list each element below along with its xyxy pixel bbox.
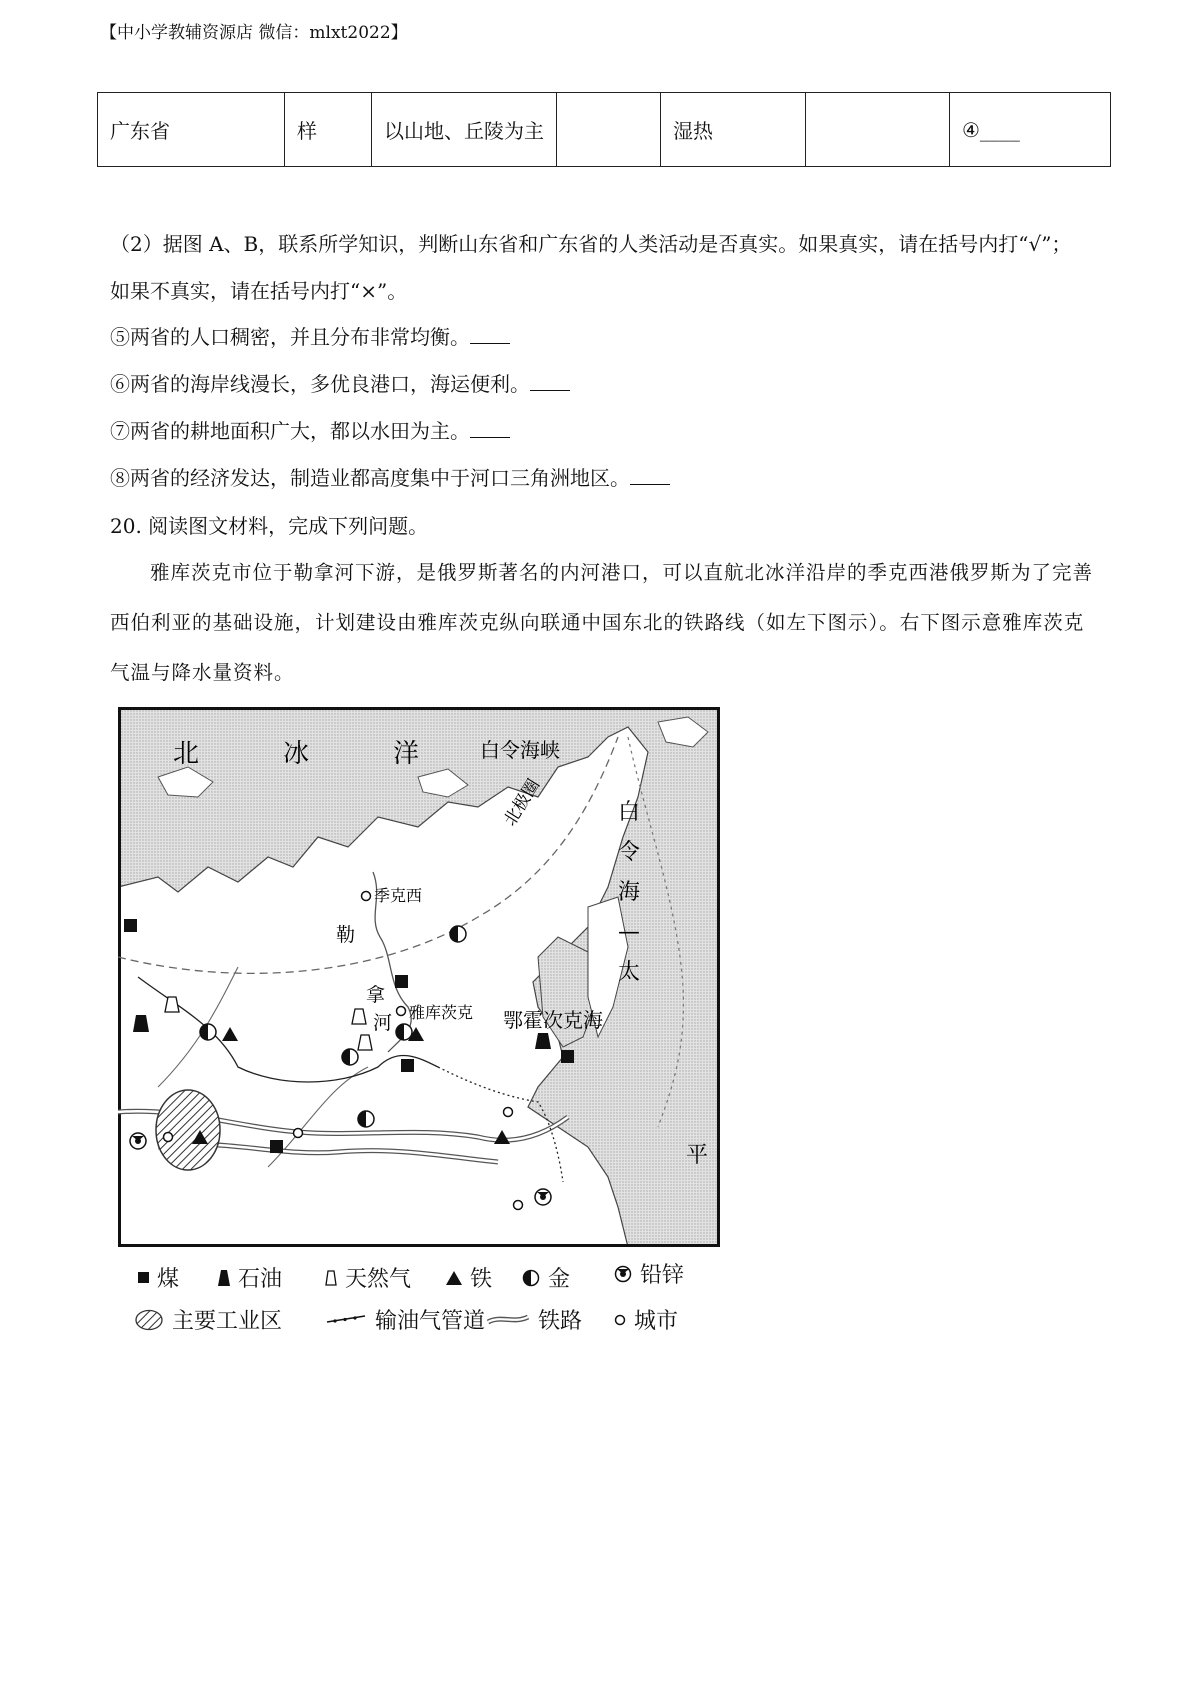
leadzinc-icon bbox=[614, 1265, 632, 1283]
answer-blank[interactable] bbox=[470, 419, 510, 438]
label-bering-sea-6: 平 bbox=[686, 1143, 709, 1168]
label-yang: 洋 bbox=[393, 739, 420, 769]
label-okhotsk-sea: 鄂霍次克海 bbox=[503, 1008, 603, 1032]
legend-city bbox=[614, 1304, 678, 1335]
statement-6 bbox=[110, 368, 570, 397]
label-le: 勒 bbox=[336, 924, 356, 946]
industrial-area-icon bbox=[134, 1309, 164, 1331]
statement-8 bbox=[110, 462, 670, 491]
cell-climate: 湿热 bbox=[661, 93, 806, 167]
header-watermark: 【中小学教辅资源店 微信：mlxt2022】 bbox=[100, 23, 408, 43]
statement-7-text: ⑦两省的耕地面积广大，都以水田为主。 bbox=[110, 419, 470, 443]
legend-gas-label: 天然气 bbox=[345, 1267, 412, 1292]
legend-coal-label: 煤 bbox=[157, 1267, 180, 1292]
gold-symbol bbox=[396, 1024, 412, 1040]
cell-6 bbox=[806, 93, 950, 167]
answer-blank[interactable] bbox=[470, 325, 510, 344]
leadzinc-symbol bbox=[535, 1189, 551, 1205]
leadzinc-symbol bbox=[130, 1133, 146, 1149]
statement-5-text: ⑤两省的人口稠密，并且分布非常均衡。 bbox=[110, 325, 470, 349]
gold-symbol bbox=[200, 1024, 216, 1040]
statement-5 bbox=[110, 321, 510, 350]
legend-iron-label: 铁 bbox=[470, 1267, 493, 1292]
siberia-map bbox=[118, 707, 720, 1247]
answer-table-row bbox=[97, 92, 1111, 167]
industrial-area bbox=[156, 1090, 220, 1170]
cell-province: 广东省 bbox=[98, 93, 285, 167]
coal-icon bbox=[138, 1272, 149, 1283]
legend-pipeline bbox=[325, 1304, 485, 1335]
q2-line1: （2）据图 A、B，联系所学知识，判断山东省和广东省的人类活动是否真实。如果真实，请在括号内打“√”； bbox=[110, 232, 1072, 256]
gas-symbol bbox=[165, 997, 179, 1012]
label-bering-sea-4: — bbox=[618, 920, 640, 945]
oil-icon bbox=[218, 1270, 230, 1286]
legend-oil bbox=[218, 1262, 282, 1293]
coal-symbol bbox=[270, 1140, 283, 1153]
legend-iron bbox=[446, 1262, 492, 1293]
legend-railway bbox=[486, 1304, 582, 1335]
gas-icon bbox=[325, 1270, 337, 1286]
legend-oil-label: 石油 bbox=[238, 1267, 283, 1292]
legend-gold-label: 金 bbox=[548, 1267, 571, 1292]
label-bei: 北 bbox=[173, 739, 200, 769]
gold-symbol bbox=[342, 1049, 358, 1065]
label-bering-sea-3: 海 bbox=[618, 880, 641, 905]
pipeline-icon bbox=[325, 1312, 367, 1328]
legend-industrial-label: 主要工业区 bbox=[172, 1309, 283, 1334]
q20-title: 20. 阅读图文材料，完成下列问题。 bbox=[110, 514, 429, 538]
statement-6-text: ⑥两省的海岸线漫长，多优良港口，海运便利。 bbox=[110, 372, 530, 396]
label-bering-strait: 白令海峡 bbox=[480, 738, 560, 762]
city bbox=[504, 1108, 513, 1117]
iron-icon bbox=[446, 1271, 462, 1285]
legend-industrial bbox=[134, 1304, 282, 1335]
gas-symbol bbox=[352, 1009, 366, 1024]
coal-symbol bbox=[395, 975, 408, 988]
city-yakutsk bbox=[397, 1007, 406, 1016]
q20-paragraph: 雅库茨克市位于勒拿河下游，是俄罗斯著名的内河港口，可以直航北冰洋沿岸的季克西港俄罗斯为了完善西伯利亚的基础设施，计划建设由雅库茨克纵向联通中国东北的铁路线（如左下图示）。右下图示意雅库茨克气温与降水量资料。 bbox=[110, 561, 1094, 684]
label-tiksi: 季克西 bbox=[374, 886, 423, 905]
legend-gold bbox=[522, 1262, 570, 1293]
city bbox=[294, 1129, 303, 1138]
coal-symbol bbox=[401, 1059, 414, 1072]
label-arctic-circle: 北极圈 bbox=[500, 775, 545, 830]
answer-blank[interactable] bbox=[530, 372, 570, 391]
city bbox=[514, 1201, 523, 1210]
q2-line2: 如果不真实，请在括号内打“×”。 bbox=[110, 279, 408, 303]
label-yakutsk: 雅库茨克 bbox=[409, 1003, 474, 1022]
label-bering-sea-1: 白 bbox=[618, 800, 641, 825]
railway-icon bbox=[486, 1312, 530, 1328]
label-bering-sea-5: 太 bbox=[618, 960, 641, 985]
coal-symbol bbox=[124, 919, 137, 932]
statement-7 bbox=[110, 415, 510, 444]
legend-coal bbox=[138, 1262, 179, 1293]
answer-blank[interactable] bbox=[630, 466, 670, 485]
cell-terrain: 以山地、丘陵为主 bbox=[372, 93, 557, 167]
statement-8-text: ⑧两省的经济发达，制造业都高度集中于河口三角洲地区。 bbox=[110, 466, 630, 490]
gold-symbol bbox=[450, 926, 466, 942]
gold-symbol bbox=[358, 1111, 374, 1127]
cell-blank-4: ④____ bbox=[950, 93, 1111, 167]
label-na: 拿 bbox=[366, 984, 386, 1006]
legend-leadzinc bbox=[614, 1258, 684, 1289]
cell-2: 样 bbox=[285, 93, 372, 167]
gas-symbol bbox=[358, 1035, 372, 1050]
label-he: 河 bbox=[373, 1012, 393, 1034]
city bbox=[164, 1133, 173, 1142]
city-tiksi bbox=[362, 892, 371, 901]
cell-4 bbox=[557, 93, 661, 167]
coal-symbol bbox=[561, 1050, 574, 1063]
gold-icon bbox=[522, 1269, 540, 1287]
legend-city-label: 城市 bbox=[634, 1309, 679, 1334]
legend-pipeline-label: 输油气管道 bbox=[375, 1309, 486, 1334]
legend-gas bbox=[325, 1262, 411, 1293]
label-bering-sea-2: 令 bbox=[618, 840, 641, 865]
legend-leadzinc-label: 铅锌 bbox=[640, 1263, 685, 1288]
legend-railway-label: 铁路 bbox=[538, 1309, 583, 1334]
city-icon bbox=[614, 1314, 626, 1326]
label-bing: 冰 bbox=[283, 739, 310, 769]
